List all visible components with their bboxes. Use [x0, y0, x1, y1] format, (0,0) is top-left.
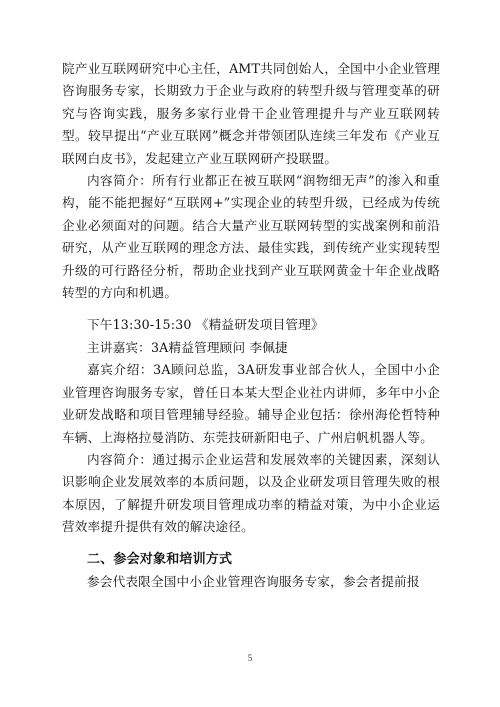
section-gap: [62, 539, 440, 549]
session-speaker-intro: 嘉宾介绍：3A顾问总监，3A研发事业部合伙人，全国中小企业管理咨询服务专家，曾任日本某大型企业社内讲师，多年中小企业研发战略和项目管理辅导经验。辅导企业包括：徐州海伦哲特种车辆、上海格拉曼消防、东莞技研新阳电子、广州启帆机器人等。: [62, 362, 440, 445]
session-speaker: 主讲嘉宾：3A精益管理顾问 李佩捷: [87, 339, 288, 355]
content-summary-paragraph: 内容简介：所有行业都正在被互联网“润物细无声”的渗入和重构，能不能把握好“互联网+”实现企业的转型升级，已经成为传统企业必须面对的问题。结合大量产业互联网转型的实战案例和前沿研究，从产业互联网的理念方法、最佳实践，到传统产业实现转型升级的可行路径分析，帮助企业找到产业互联网黄金十年企业战略转型的方向和机遇。: [62, 173, 440, 301]
section-heading: 二、参会对象和培训方式: [87, 551, 233, 567]
session-time-title: 下午13:30-15:30 《精益研发项目管理》: [87, 317, 324, 333]
attendee-paragraph: 参会代表限全国中小企业管理咨询服务专家，参会者提前报: [87, 573, 420, 589]
paragraph-gap: [62, 304, 440, 314]
document-body: [62, 58, 440, 593]
session-content-summary: 内容简介：通过揭示企业运营和发展效率的关键因素，深刻认识影响企业发展效率的本质问题，以及企业研发项目管理失败的根本原因，了解提升研发项目管理成功率的精益对策，为中小企业运营效率提升提供有效的解决途径。: [62, 451, 440, 535]
speaker-bio-continuation: 院产业互联网研究中心主任，AMT共同创始人，全国中小企业管理咨询服务专家，长期致力于企业与政府的转型升级与管理变革的研究与咨询实践，服务多家行业骨干企业管理提升与产业互联网转型。较早提出“产业互联网”概念并带领团队连续三年发布《产业互联网白皮书》，发起建立产业互联网研产投联盟。: [62, 61, 440, 166]
page-number: 5: [247, 653, 253, 663]
